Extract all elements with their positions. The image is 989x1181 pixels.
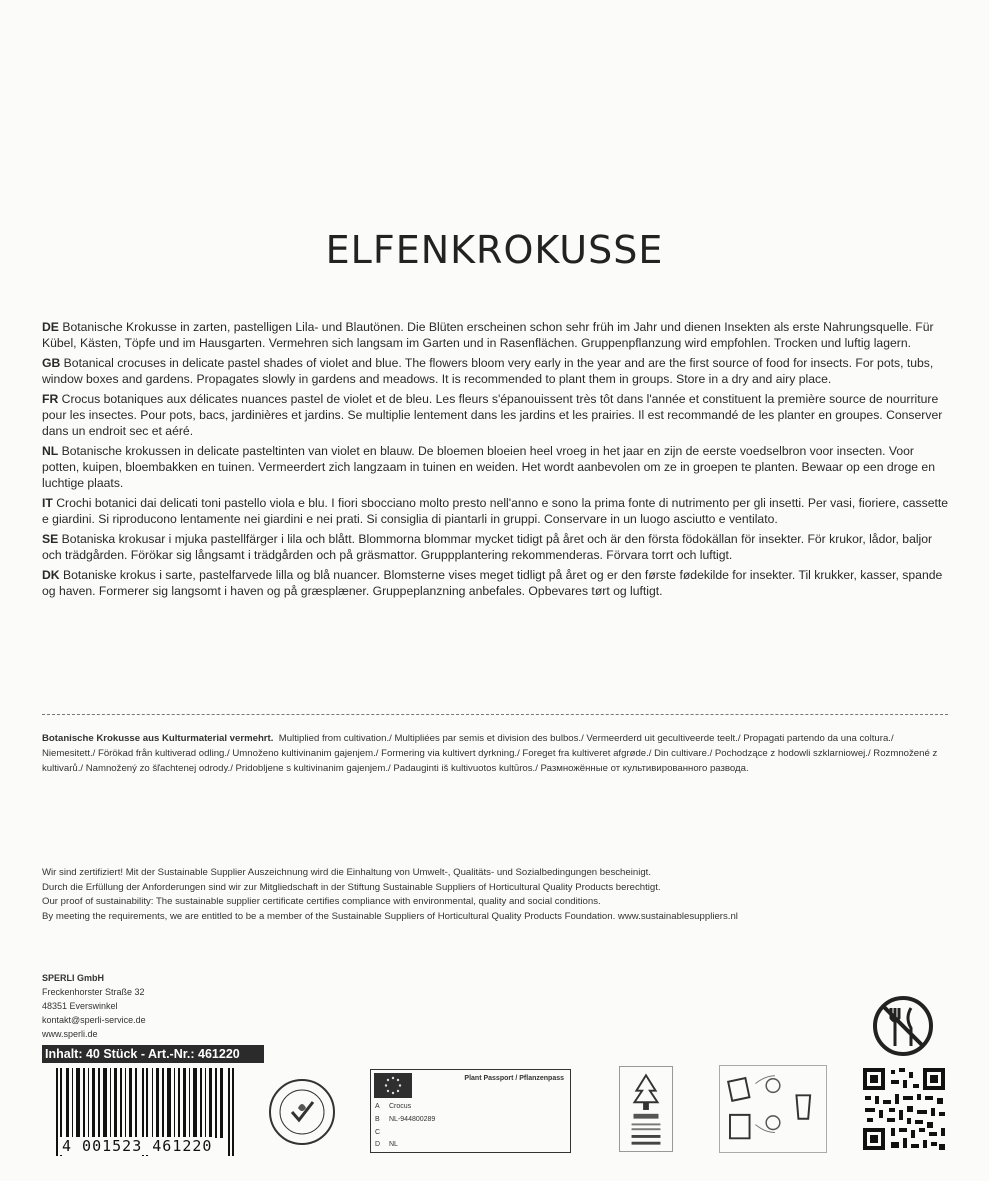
passport-row: C bbox=[375, 1129, 381, 1136]
address-city: 48351 Everswinkel bbox=[42, 1001, 118, 1011]
product-title: ELFENKROKUSSE bbox=[325, 228, 664, 272]
lang-code: DK bbox=[42, 568, 60, 582]
passport-row: A Crocus bbox=[375, 1103, 412, 1110]
passport-title: Plant Passport / Pflanzenpass bbox=[464, 1075, 564, 1082]
content-article-bar: Inhalt: 40 Stück - Art.-Nr.: 461220 bbox=[42, 1045, 264, 1063]
description-nl bbox=[42, 443, 952, 491]
company-name: SPERLI GmbH bbox=[42, 973, 105, 983]
lang-code: IT bbox=[42, 496, 53, 510]
description-gb bbox=[42, 355, 952, 387]
description-fr bbox=[42, 391, 952, 439]
lang-text: Botanical crocuses in delicate pastel shades of violet and blue. The flowers bloom very early in the year and are the first source of food for insects. For pots, tubs, window boxes and gardens. Propagates slowly in gardens and meadows. It is recommended to plant them in groups. Store in a dry and airy place. bbox=[42, 356, 934, 386]
description-de bbox=[42, 319, 952, 351]
certification-line: Durch die Erfüllung der Anforderungen sind wir zur Mitgliedschaft in der Stiftung Sustainable Suppliers of Horticultural Quality Products berechtigt. bbox=[42, 881, 661, 893]
barcode-number: 4 001523 461220 bbox=[62, 1137, 213, 1155]
recycling-instructions-icon bbox=[719, 1065, 827, 1153]
passport-row: D NL bbox=[375, 1141, 398, 1148]
address-street: Freckenhorster Straße 32 bbox=[42, 987, 145, 997]
lang-text: Botanische krokussen in delicate pasteltinten van violet en blauw. De bloemen bloeien heel vroeg in het jaar en zijn de eerste voedselbron voor insecten. Voor potten, kuipen, bloembakken en tuinen. Vermeerdert zich langzaam in tuinen en weiden. Het wordt aanbevolen om ze in groepen te planten. Bewaar op een droge en luchtige plaats. bbox=[42, 444, 935, 490]
certification-line: Wir sind zertifiziert! Mit der Sustainable Supplier Auszeichnung wird die Einhaltung von Umwelt-, Qualitäts- und Sozialbedingungen bescheinigt. bbox=[42, 867, 651, 878]
cultivation-lead: Botanische Krokusse aus Kulturmaterial vermehrt. bbox=[42, 733, 274, 744]
certification-line: By meeting the requirements, we are entitled to be a member of the Sustainable Suppliers of Horticultural Quality Products Foundation. www.sustainablesuppliers.nl bbox=[42, 910, 738, 922]
certification-note bbox=[42, 866, 947, 924]
lang-code: NL bbox=[42, 444, 59, 458]
not-for-consumption-icon bbox=[871, 994, 935, 1058]
sustainable-supplier-seal-icon bbox=[268, 1078, 336, 1146]
cultivation-text: Multiplied from cultivation./ Multipliées par semis et division des bulbos./ Vermeerderd uit gecultiveerde teelt./ Propagati partendo da una coltura./ Niemesitett./ Förökad från kultiverad odling./ Umnoženo kultivinanim gajenjem./ Formering via kultivert dyrkning./ Foreget fra kultiveret afgrøde./ Din cultivare./ Pochodzące z hodowli szklarniowej./ Rozmnožené z kultivarů./ Namnožený zo šľachtenej odrody./ Pridobljene s kultivinanim gajenjem./ Padauginti iš kultivuotos kultūros./ Размножённые от культивированного развода. bbox=[42, 733, 938, 774]
address-web: www.sperli.de bbox=[42, 1029, 98, 1039]
lang-text: Botanische Krokusse in zarten, pastelligen Lila- und Blautönen. Die Blüten erscheinen schon sehr früh im Jahr und dienen Insekten als erste Nahrungsquelle. Für Kübel, Kästen, Töpfe und im Hausgarten. Vermehren sich langsam im Garten und in Rasenflächen. Gruppenpflanzung wird empfohlen. Trocken und luftig lagern. bbox=[42, 320, 934, 350]
cultivation-note bbox=[42, 731, 947, 776]
description-dk bbox=[42, 567, 952, 599]
lang-text: Botaniske krokus i sarte, pastelfarvede lilla og blå nuancer. Blomsterne vises meget tidligt på året og er den første fødekilde for insekter. Til krukker, kasser, spande og haven. Formerer sig langsomt i haven og på græsplæner. Gruppeplanzning anbefales. Opbevares tørt og luftigt. bbox=[42, 568, 943, 598]
description-it bbox=[42, 495, 952, 527]
company-address bbox=[42, 971, 146, 1041]
passport-row: B NL-944800289 bbox=[375, 1116, 436, 1123]
lang-code: DE bbox=[42, 320, 59, 334]
address-email: kontakt@sperli-service.de bbox=[42, 1015, 146, 1025]
lang-text: Crocus botaniques aux délicates nuances pastel de violet et de bleu. Les fleurs s'épanouissent très tôt dans l'année et constituent la première source de nourriture pour les insectes. Pour pots, bacs, jardinières et jardins. Se multiplie lentement dans les jardins et les prairies. Il est recommandé de les planter en groupes. Conserver dans un endroit sec et aéré. bbox=[42, 392, 943, 438]
eu-flag-icon bbox=[374, 1073, 412, 1098]
fsc-logo-icon bbox=[619, 1066, 673, 1152]
description-list bbox=[42, 319, 952, 603]
lang-code: SE bbox=[42, 532, 59, 546]
description-se bbox=[42, 531, 952, 563]
dashed-divider bbox=[42, 714, 948, 715]
lang-text: Crochi botanici dai delicati toni pastello viola e blu. I fiori sbocciano molto presto nell'anno e sono la prima fonte di nutrimento per gli insetti. Per vasi, fioriere, cassette e giardini. Si riproducono lentamente nei giardini e nei prati. Si consiglia di piantarli in gruppi. Conservare in un luogo asciutto e ventilato. bbox=[42, 496, 949, 526]
lang-code: GB bbox=[42, 356, 61, 370]
qr-code-icon bbox=[861, 1066, 947, 1152]
plant-passport bbox=[370, 1069, 571, 1153]
lang-text: Botaniska krokusar i mjuka pastellfärger i lila och blått. Blommorna blommar mycket tidigt på året och är den första födokällan för insekter. För krukor, lådor, baljor och trädgården. Förökar sig långsamt i trädgården och på gräsmattor. Gruppplantering rekommenderas. Förvara torrt och luftigt. bbox=[42, 532, 933, 562]
lang-code: FR bbox=[42, 392, 59, 406]
certification-line: Our proof of sustainability: The sustainable supplier certificate certifies compliance with environmental, quality and social conditions. bbox=[42, 896, 601, 907]
